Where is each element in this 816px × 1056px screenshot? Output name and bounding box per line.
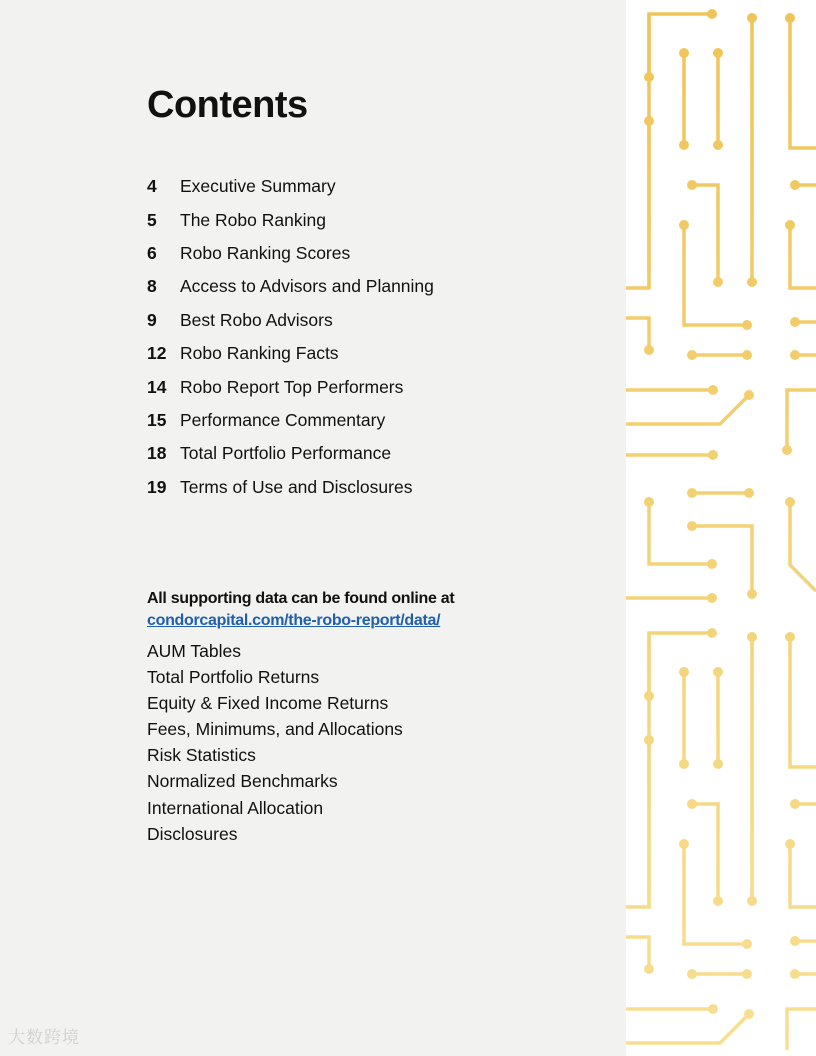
toc-page-number: 4	[147, 176, 157, 197]
circuit-node	[790, 969, 800, 979]
circuit-node	[644, 497, 654, 507]
list-item: Total Portfolio Returns	[147, 667, 320, 688]
list-item: Risk Statistics	[147, 745, 256, 766]
circuit-node	[747, 277, 757, 287]
circuit-trace	[692, 804, 718, 901]
circuit-trace	[626, 318, 649, 350]
circuit-trace	[790, 225, 816, 288]
circuit-node	[747, 13, 757, 23]
circuit-node	[747, 589, 757, 599]
circuit-node	[708, 385, 718, 395]
circuit-node	[742, 969, 752, 979]
circuit-node	[785, 13, 795, 23]
circuit-node	[790, 936, 800, 946]
toc-item[interactable]	[147, 337, 434, 370]
table-of-contents	[147, 170, 434, 504]
circuit-node	[687, 180, 697, 190]
toc-label: Robo Ranking Facts	[180, 343, 339, 364]
toc-page-number: 6	[147, 242, 157, 263]
circuit-node	[782, 445, 792, 455]
toc-page-number: 8	[147, 276, 157, 297]
circuit-trace	[692, 526, 752, 594]
circuit-node	[644, 345, 654, 355]
circuit-node	[679, 667, 689, 677]
circuit-node	[713, 48, 723, 58]
toc-page-number: 19	[147, 476, 167, 497]
toc-item[interactable]	[147, 304, 434, 337]
toc-label: Performance Commentary	[180, 409, 386, 430]
circuit-node	[790, 350, 800, 360]
supporting-data-list	[147, 638, 454, 847]
toc-label: The Robo Ranking	[180, 209, 326, 230]
circuit-node	[679, 48, 689, 58]
list-item: AUM Tables	[147, 641, 242, 661]
supporting-data-heading: All supporting data can be found online at	[147, 590, 455, 607]
circuit-trace	[684, 225, 747, 325]
circuit-trace	[626, 395, 749, 424]
toc-label: Robo Report Top Performers	[180, 376, 404, 397]
toc-page-number: 12	[147, 343, 167, 364]
circuit-node	[744, 1009, 754, 1019]
toc-page-number: 5	[147, 209, 157, 230]
toc-item[interactable]	[147, 404, 434, 437]
circuit-node	[687, 488, 697, 498]
circuit-trace	[787, 390, 816, 450]
circuit-node	[742, 350, 752, 360]
circuit-trace	[626, 937, 649, 969]
toc-item[interactable]	[147, 170, 434, 203]
watermark: 大数跨境	[8, 1028, 80, 1047]
circuit-node	[679, 140, 689, 150]
circuit-node	[742, 320, 752, 330]
circuit-node	[687, 969, 697, 979]
list-item: International Allocation	[147, 797, 324, 818]
circuit-node	[707, 628, 717, 638]
circuit-node	[713, 759, 723, 769]
circuit-node	[707, 593, 717, 603]
circuit-node	[785, 497, 795, 507]
circuit-node	[707, 559, 717, 569]
list-item: Fees, Minimums, and Allocations	[147, 719, 403, 740]
page-title: Contents	[147, 84, 308, 126]
circuit-node	[742, 939, 752, 949]
circuit-node	[713, 140, 723, 150]
circuit-node	[644, 691, 654, 701]
supporting-data-section	[147, 588, 454, 847]
toc-label: Access to Advisors and Planning	[180, 276, 434, 297]
circuit-node	[644, 964, 654, 974]
circuit-node	[785, 839, 795, 849]
list-item: Normalized Benchmarks	[147, 771, 338, 792]
circuit-node	[790, 317, 800, 327]
circuit-node	[744, 488, 754, 498]
circuit-trace	[787, 1009, 816, 1050]
circuit-trace	[626, 1014, 749, 1043]
circuit-node	[679, 759, 689, 769]
circuit-node	[713, 896, 723, 906]
toc-label: Best Robo Advisors	[180, 309, 333, 330]
circuit-pattern-graphic	[626, 0, 816, 1056]
circuit-node	[790, 180, 800, 190]
toc-item[interactable]	[147, 471, 434, 504]
circuit-node	[644, 116, 654, 126]
circuit-trace	[626, 633, 712, 907]
toc-page-number: 15	[147, 409, 167, 430]
toc-item[interactable]	[147, 370, 434, 403]
toc-label: Executive Summary	[180, 176, 336, 197]
circuit-trace	[692, 185, 718, 282]
circuit-trace	[790, 18, 816, 148]
circuit-node	[713, 667, 723, 677]
circuit-node	[747, 632, 757, 642]
toc-item[interactable]	[147, 203, 434, 236]
circuit-trace	[626, 14, 712, 288]
circuit-node	[687, 799, 697, 809]
circuit-node	[747, 896, 757, 906]
list-item: Disclosures	[147, 823, 238, 844]
toc-label: Terms of Use and Disclosures	[180, 476, 413, 497]
circuit-trace	[684, 844, 747, 944]
circuit-node	[679, 220, 689, 230]
circuit-node	[687, 521, 697, 531]
circuit-node	[790, 799, 800, 809]
circuit-trace	[790, 637, 816, 767]
circuit-node	[785, 220, 795, 230]
circuit-node	[687, 350, 697, 360]
toc-item[interactable]	[147, 237, 434, 270]
circuit-trace	[790, 502, 816, 591]
toc-page-number: 9	[147, 309, 157, 330]
toc-item[interactable]	[147, 270, 434, 303]
circuit-node	[644, 72, 654, 82]
circuit-node	[744, 390, 754, 400]
toc-label: Total Portfolio Performance	[180, 443, 392, 464]
circuit-node	[713, 277, 723, 287]
circuit-node	[708, 450, 718, 460]
circuit-node	[785, 632, 795, 642]
circuit-decoration-panel	[626, 0, 816, 1056]
circuit-trace	[649, 502, 712, 564]
circuit-node	[644, 735, 654, 745]
toc-page-number: 14	[147, 376, 167, 397]
data-link[interactable]: condorcapital.com/the-robo-report/data/	[147, 612, 441, 629]
circuit-trace	[790, 844, 816, 907]
circuit-node	[708, 1004, 718, 1014]
toc-item[interactable]	[147, 437, 434, 470]
circuit-node	[707, 9, 717, 19]
list-item: Equity & Fixed Income Returns	[147, 693, 389, 714]
toc-page-number: 18	[147, 443, 167, 464]
circuit-node	[679, 839, 689, 849]
toc-label: Robo Ranking Scores	[180, 242, 351, 263]
